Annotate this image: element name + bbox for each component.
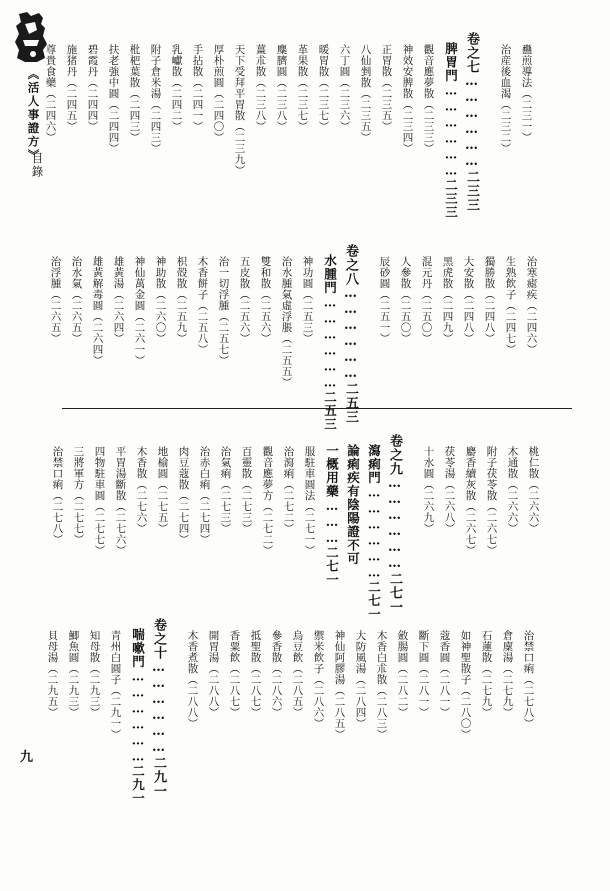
toc-entry: 桃仁散（二六六）: [527, 446, 540, 534]
toc-entry: 治浮腫（二六五）: [49, 256, 62, 344]
toc-entry: 乳巘散（二四二）: [170, 44, 183, 132]
volume-heading: 卷之七………………二三三: [464, 32, 479, 212]
toc-entry: 薑朮散（二三八）: [254, 44, 267, 132]
toc-entry: 倉廩湯（二七九）: [501, 630, 514, 718]
category-heading: 一概用藥………二七一: [324, 444, 340, 587]
toc-entry: 治水氣（二六五）: [70, 256, 83, 344]
toc-entry: 三將軍方（二七七）: [72, 446, 85, 545]
section-label: 目錄: [30, 152, 45, 179]
toc-entry: 知母散（二九三）: [88, 630, 101, 718]
toc-entry: 治一切浮腫（二五七）: [217, 256, 230, 366]
toc-entry: 百靈散（二七三）: [240, 446, 253, 534]
toc-entry: 黑虎散（二四九）: [441, 256, 454, 344]
toc-entry: 治禁口痢（二七八）: [522, 630, 535, 729]
toc-entry: 雙和散（二五六）: [259, 256, 272, 344]
toc-entry: 天下受拜平胃散（二三九）: [233, 44, 246, 176]
toc-entry: 治瀉痢（二七二）: [282, 446, 295, 534]
toc-entry: 神助散（二六〇）: [154, 256, 167, 344]
book-title: 《活人事證方》: [26, 68, 41, 163]
toc-entry: 治赤白痢（二七四）: [198, 446, 211, 545]
toc-entry: 參香散（二八六）: [270, 630, 283, 718]
toc-entry: 厚朴煎圓（二四〇）: [212, 44, 225, 143]
toc-entry: 貝母湯（二九五）: [46, 630, 59, 718]
toc-entry: 茯苓湯（二六八）: [443, 446, 456, 534]
toc-entry: 神效安脾散（二三四）: [401, 44, 414, 154]
toc-entry: 枇杷葉散（二四三）: [128, 44, 141, 143]
volume-heading: 卷之十………………二九一: [151, 618, 166, 798]
toc-entry: 生熟飲子（二四七）: [504, 256, 517, 355]
toc-entry: 雄黃解毒圓（二六四）: [91, 256, 104, 366]
toc-entry: 地榆圓（二七五）: [156, 446, 169, 534]
toc-entry: 如神聖散子（二八〇）: [459, 630, 472, 740]
toc-entry: 碧霞丹（二四四）: [86, 44, 99, 132]
toc-entry: 治氣痢（二七三）: [219, 446, 232, 534]
toc-entry: 治水腫氣虛浮脹（二五五）: [280, 256, 293, 388]
toc-entry: 平胃湯斷散（二七六）: [114, 446, 127, 556]
toc-entry: 人參散（二五〇）: [399, 256, 412, 344]
toc-entry: 混元丹（二五〇）: [420, 256, 433, 344]
toc-entry: 蔻香圓（二八一）: [438, 630, 451, 718]
toc-entry: 麋臍圓（二三八）: [275, 44, 288, 132]
toc-entry: 斷下圓（二八一）: [417, 630, 430, 718]
category-heading: 瀉痢門………………二七一: [366, 444, 382, 621]
category-heading: 論痢疾有陰陽證不可: [345, 444, 361, 566]
toc-entry: 大安散（二四八）: [462, 256, 475, 344]
toc-entry: 抵聖散（二八七）: [249, 630, 262, 718]
category-heading: 喘嗽門………………二九一: [130, 628, 146, 805]
toc-entry: 木香散（二七六）: [135, 446, 148, 534]
toc-entry: 治禁口痢（二七八）: [51, 446, 64, 545]
toc-entry: 附子倉米湯（二四三）: [149, 44, 162, 154]
toc-entry: 暖胃散（二三七）: [317, 44, 330, 132]
toc-entry: 雄黃湯（二六四）: [112, 256, 125, 344]
toc-entry: 手拈散（二四一）: [191, 44, 204, 132]
toc-entry: 神功圓（二五三）: [301, 256, 314, 344]
toc-entry: 治寒瘧疾（二四六）: [525, 256, 538, 355]
toc-entry: 木通散（二六六）: [506, 446, 519, 534]
toc-entry: 五皮散（二五六）: [238, 256, 251, 344]
toc-entry: 青州白圓子（二九一）: [109, 630, 122, 740]
toc-entry: 觀音應夢方（二七二）: [261, 446, 274, 556]
category-heading: 脾胃門………………二三三: [443, 42, 459, 219]
toc-entry: 禦米飲子（二八六）: [312, 630, 325, 729]
toc-entry: 木香白朮散（二八三）: [375, 630, 388, 740]
toc-entry: 木香餅子（二五八）: [196, 256, 209, 355]
volume-heading: 卷之八………………二五三: [343, 244, 358, 424]
category-heading: 水腫門………………二五三: [322, 254, 338, 431]
toc-entry: 大防風湯（二八四）: [354, 630, 367, 729]
toc-entry: 神仙阿膠湯（二八五）: [333, 630, 346, 740]
toc-entry: 四物駐車圓（二七七）: [93, 446, 106, 556]
toc-entry: 服駐車圓法（二七一）: [303, 446, 316, 556]
toc-entry: 觀音應夢散（二三三）: [422, 44, 435, 154]
toc-entry: 神仙萬金圓（二六一）: [133, 256, 146, 366]
toc-entry: 革果散（二三七）: [296, 44, 309, 132]
page-number: 九: [20, 750, 34, 765]
section-divider: [62, 408, 572, 409]
toc-entry: 香粟飲（二八七）: [228, 630, 241, 718]
toc-entry: 尊貴食藥（二四六）: [44, 44, 57, 143]
toc-entry: 附子茯苓散（二六七）: [485, 446, 498, 556]
toc-entry: 八仙剉散（二三五）: [359, 44, 372, 143]
toc-entry: 獨勝散（二四八）: [483, 256, 496, 344]
toc-entry: 十水圓（二六九）: [422, 446, 435, 534]
book-logo-emblem-icon: [13, 10, 49, 64]
toc-entry: 石蓮散（二七九）: [480, 630, 493, 718]
toc-entry: 辰砂圓（二五一）: [378, 256, 391, 344]
toc-entry: 烏豆飲（二八五）: [291, 630, 304, 718]
toc-entry: 六丁圓（二三六）: [338, 44, 351, 132]
toc-entry: 開胃湯（二八八）: [207, 630, 220, 718]
toc-entry: 蠱煎導法（二三一）: [520, 44, 533, 143]
toc-entry: 肉豆蔻散（二七四）: [177, 446, 190, 545]
toc-entry: 木香煮散（二八八）: [186, 630, 199, 729]
volume-heading: 卷之九………………二七一: [387, 434, 402, 614]
toc-entry: 治産後血渴（二三二）: [499, 44, 512, 154]
toc-entry: 扶老強中圓（二四四）: [107, 44, 120, 154]
toc-entry: 正胃散（二三五）: [380, 44, 393, 132]
toc-entry: 施猪丹（二四五）: [65, 44, 78, 132]
toc-entry: 鯽魚圓（二九三）: [67, 630, 80, 718]
toc-entry: 麝香續灰散（二六七）: [464, 446, 477, 556]
toc-entry: 枳殻散（二五九）: [175, 256, 188, 344]
toc-entry: 斂腸圓（二八二）: [396, 630, 409, 718]
